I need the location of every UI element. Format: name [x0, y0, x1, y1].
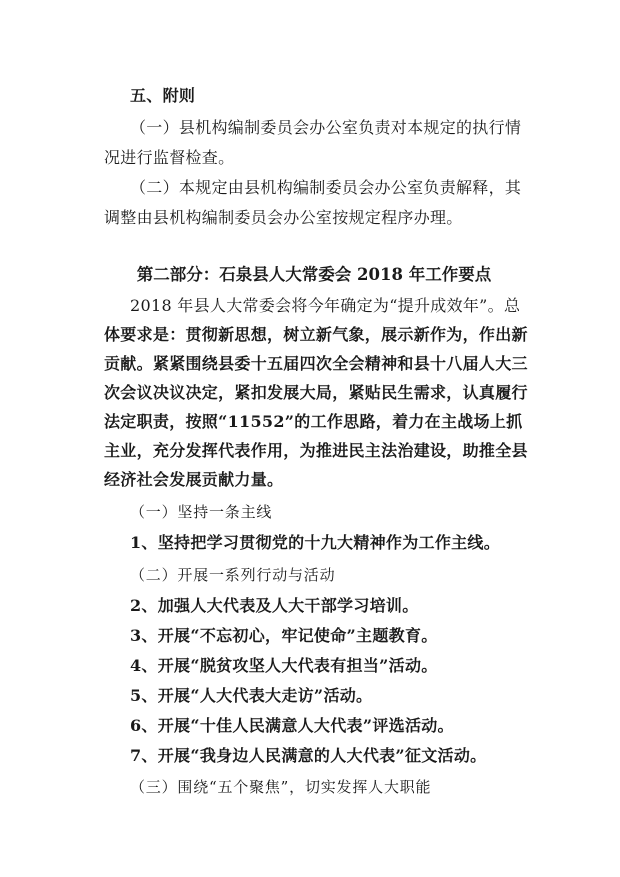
- work-item-6: 6、开展“十佳人民满意人大代表”评选活动。: [130, 716, 454, 735]
- intro-line: 2018 年县人大常委会将今年确定为“提升成效年”。总: [130, 296, 521, 315]
- work-item-2: 2、加强人大代表及人大干部学习培训。: [130, 596, 419, 615]
- work-item-5: 5、开展“人大代表大走访”活动。: [130, 686, 373, 705]
- part-two-title: 第二部分：石泉县人大常委会 2018 年工作要点: [136, 265, 492, 284]
- appendix-item2-line2: 调整由县机构编制委员会办公室按规定程序办理。: [104, 208, 463, 227]
- section-heading-2: （二）开展一系列行动与活动: [130, 566, 336, 584]
- appendix-heading: 五、附则: [130, 86, 196, 105]
- work-item-7: 7、开展“我身边人民满意的人大代表”征文活动。: [130, 746, 487, 765]
- intro-line: 贡献。紧紧围绕县委十五届四次全会精神和县十八届人大三: [104, 354, 528, 373]
- intro-line: 体要求是：贯彻新思想，树立新气象，展示新作为，作出新: [104, 325, 528, 344]
- intro-line: 法定职责，按照“11552”的工作思路，着力在主战场上抓: [104, 412, 523, 431]
- intro-line: 经济社会发展贡献力量。: [104, 470, 284, 489]
- work-item-3: 3、开展“不忘初心，牢记使命”主题教育。: [130, 626, 438, 645]
- section-heading-3: （三）围绕“五个聚焦”，切实发挥人大职能: [130, 778, 432, 796]
- intro-line: 次会议决议决定，紧扣发展大局，紧贴民生需求，认真履行: [104, 383, 528, 402]
- appendix-item1-line1: （一）县机构编制委员会办公室负责对本规定的执行情: [130, 118, 522, 137]
- work-item-1: 1、坚持把学习贯彻党的十九大精神作为工作主线。: [130, 533, 501, 552]
- appendix-item1-line2: 况进行监督检查。: [104, 148, 235, 167]
- section-heading-1: （一）坚持一条主线: [130, 503, 273, 521]
- appendix-item2-line1: （二）本规定由县机构编制委员会办公室负责解释，其: [130, 178, 522, 197]
- intro-line: 主业，充分发挥代表作用，为推进民主法治建设，助推全县: [104, 441, 528, 460]
- work-item-4: 4、开展“脱贫攻坚人大代表有担当”活动。: [130, 656, 438, 675]
